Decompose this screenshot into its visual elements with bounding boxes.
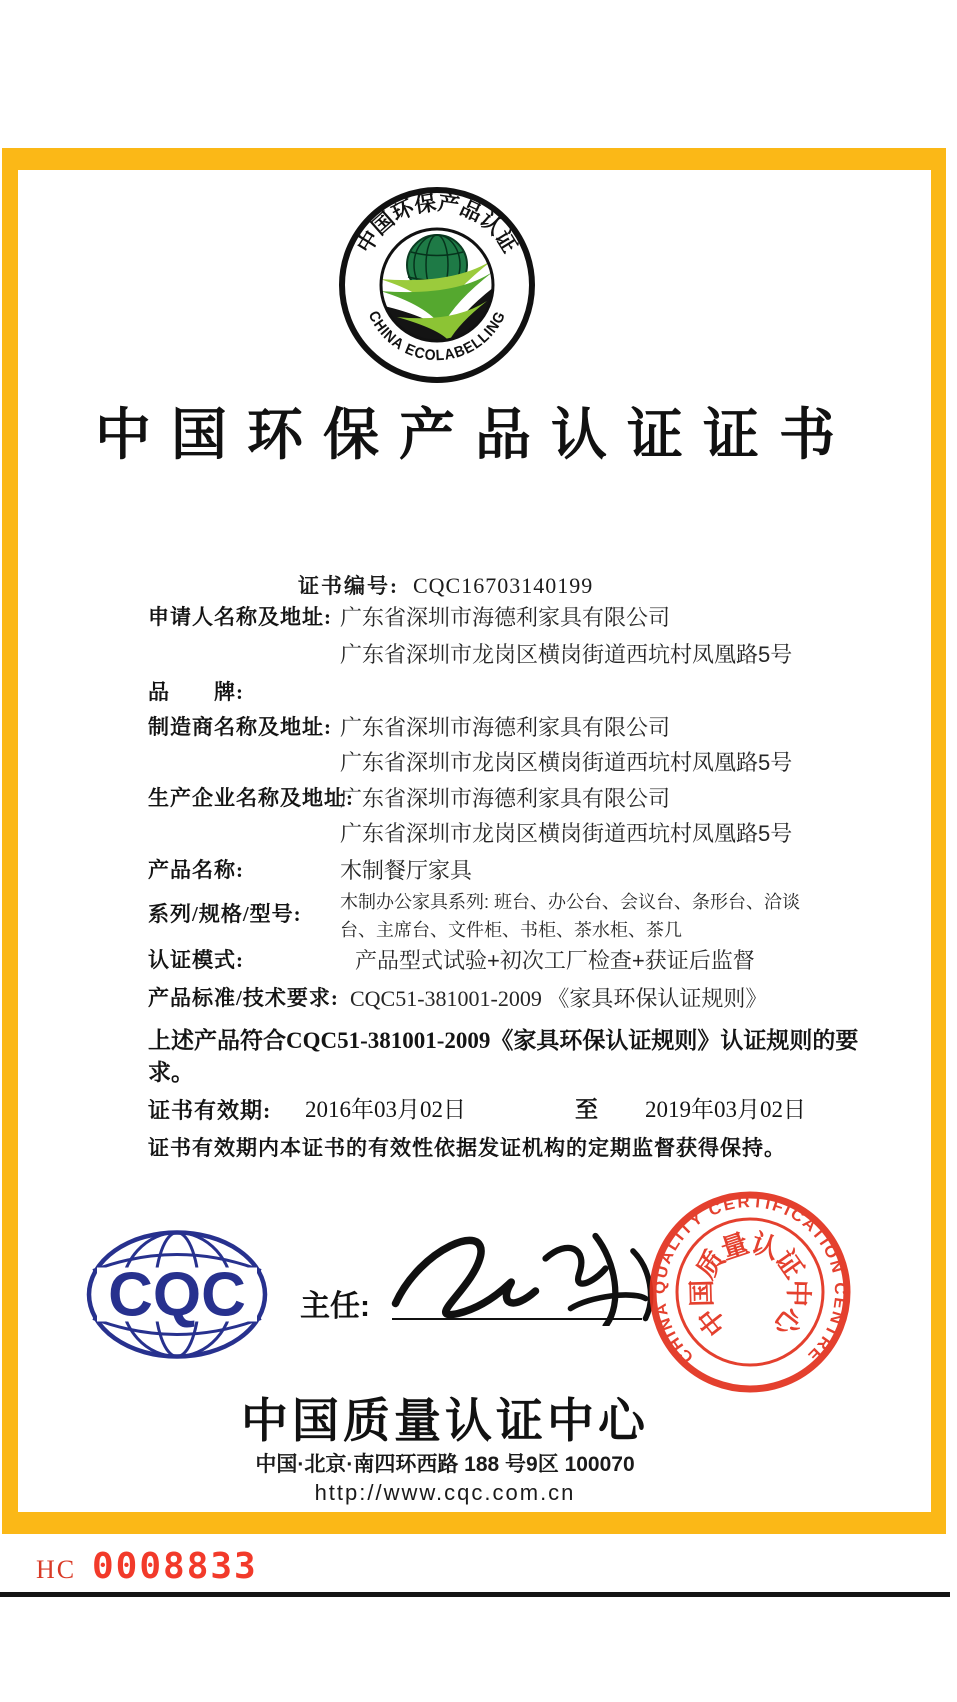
seal-ring-text: CHINA QUALITY CERTIFICATION CENTRE	[651, 1193, 849, 1366]
field-label-series: 系列/规格/型号:	[148, 902, 302, 926]
certificate-number-value: CQC16703140199	[413, 573, 594, 598]
validity-to-word: 至	[575, 1097, 598, 1122]
compliance-statement-line2: 求。	[148, 1060, 194, 1085]
maintenance-note: 证书有效期内本证书的有效性依据发证机构的定期监督获得保持。	[148, 1136, 786, 1160]
serial-number: 0008833	[92, 1546, 258, 1587]
field-value: 木制办公家具系列: 班台、办公台、会议台、条形台、洽谈	[340, 892, 800, 912]
field-label-producer: 生产企业名称及地址:	[148, 786, 354, 810]
field-value: 广东省深圳市龙岗区横岗街道西坑村凤凰路5号	[340, 642, 793, 667]
cqc-globe-logo-icon	[82, 1222, 272, 1367]
seal-char: 证	[769, 1244, 810, 1285]
field-value: 木制餐厅家具	[340, 858, 473, 883]
issuer-address: 中国·北京·南四环西路 188 号9区 100070	[255, 1453, 635, 1476]
field-value: 产品型式试验+初次工厂检查+获证后监督	[355, 948, 755, 973]
director-signature	[388, 1226, 678, 1326]
issuer-website: http://www.cqc.com.cn	[314, 1480, 576, 1505]
field-value: CQC51-381001-2009 《家具环保认证规则》	[350, 986, 768, 1011]
seal-char: 质	[690, 1244, 731, 1285]
certificate-number-label: 证书编号:	[298, 574, 399, 598]
field-label-product-name: 产品名称:	[148, 858, 244, 882]
ecolabel-arc-top-text: 中国环保产品认证	[353, 191, 521, 258]
seal-char: 国	[686, 1279, 718, 1308]
field-value: 广东省深圳市海德利家具有限公司	[340, 715, 671, 740]
cqc-red-seal-stamp	[648, 1190, 852, 1394]
seal-char: 中	[692, 1301, 733, 1342]
director-label: 主任:	[300, 1290, 370, 1323]
seal-char: 心	[767, 1301, 808, 1342]
seal-char: 认	[747, 1227, 783, 1265]
field-value: 广东省深圳市海德利家具有限公司	[340, 786, 671, 811]
field-value: 广东省深圳市龙岗区横岗街道西坑村凤凰路5号	[340, 750, 793, 775]
validity-end-date: 2019年03月02日	[645, 1097, 806, 1122]
field-label-applicant: 申请人名称及地址:	[148, 605, 332, 629]
field-value: 台、主席台、文件柜、书柜、茶水柜、茶几	[340, 920, 682, 940]
certificate-title: 中国环保产品认证证书	[95, 403, 855, 466]
field-value: 广东省深圳市龙岗区横岗街道西坑村凤凰路5号	[340, 821, 793, 846]
seal-char: 中	[782, 1279, 814, 1308]
field-label-brand: 品 牌:	[148, 680, 244, 704]
validity-label: 证书有效期:	[148, 1098, 272, 1123]
certificate-number-row	[298, 572, 593, 600]
cqc-logo-text: CQC	[108, 1260, 246, 1330]
ecolabel-emblem-icon	[337, 185, 537, 385]
seal-char: 量	[717, 1227, 753, 1265]
field-label-manufacturer: 制造商名称及地址:	[148, 715, 332, 739]
ecolabel-arc-bottom-text: CHINA ECOLABELLING	[364, 307, 510, 365]
bottom-scan-edge-line	[0, 1592, 950, 1597]
issuer-name: 中国质量认证中心	[241, 1394, 649, 1447]
field-label-cert-mode: 认证模式:	[148, 948, 244, 972]
validity-start-date: 2016年03月02日	[305, 1097, 466, 1122]
field-value: 广东省深圳市海德利家具有限公司	[340, 605, 671, 630]
field-label-standard: 产品标准/技术要求:	[148, 986, 339, 1010]
serial-prefix: HC	[36, 1555, 77, 1584]
compliance-statement-line1: 上述产品符合CQC51-381001-2009《家具环保认证规则》认证规则的要	[148, 1028, 859, 1053]
